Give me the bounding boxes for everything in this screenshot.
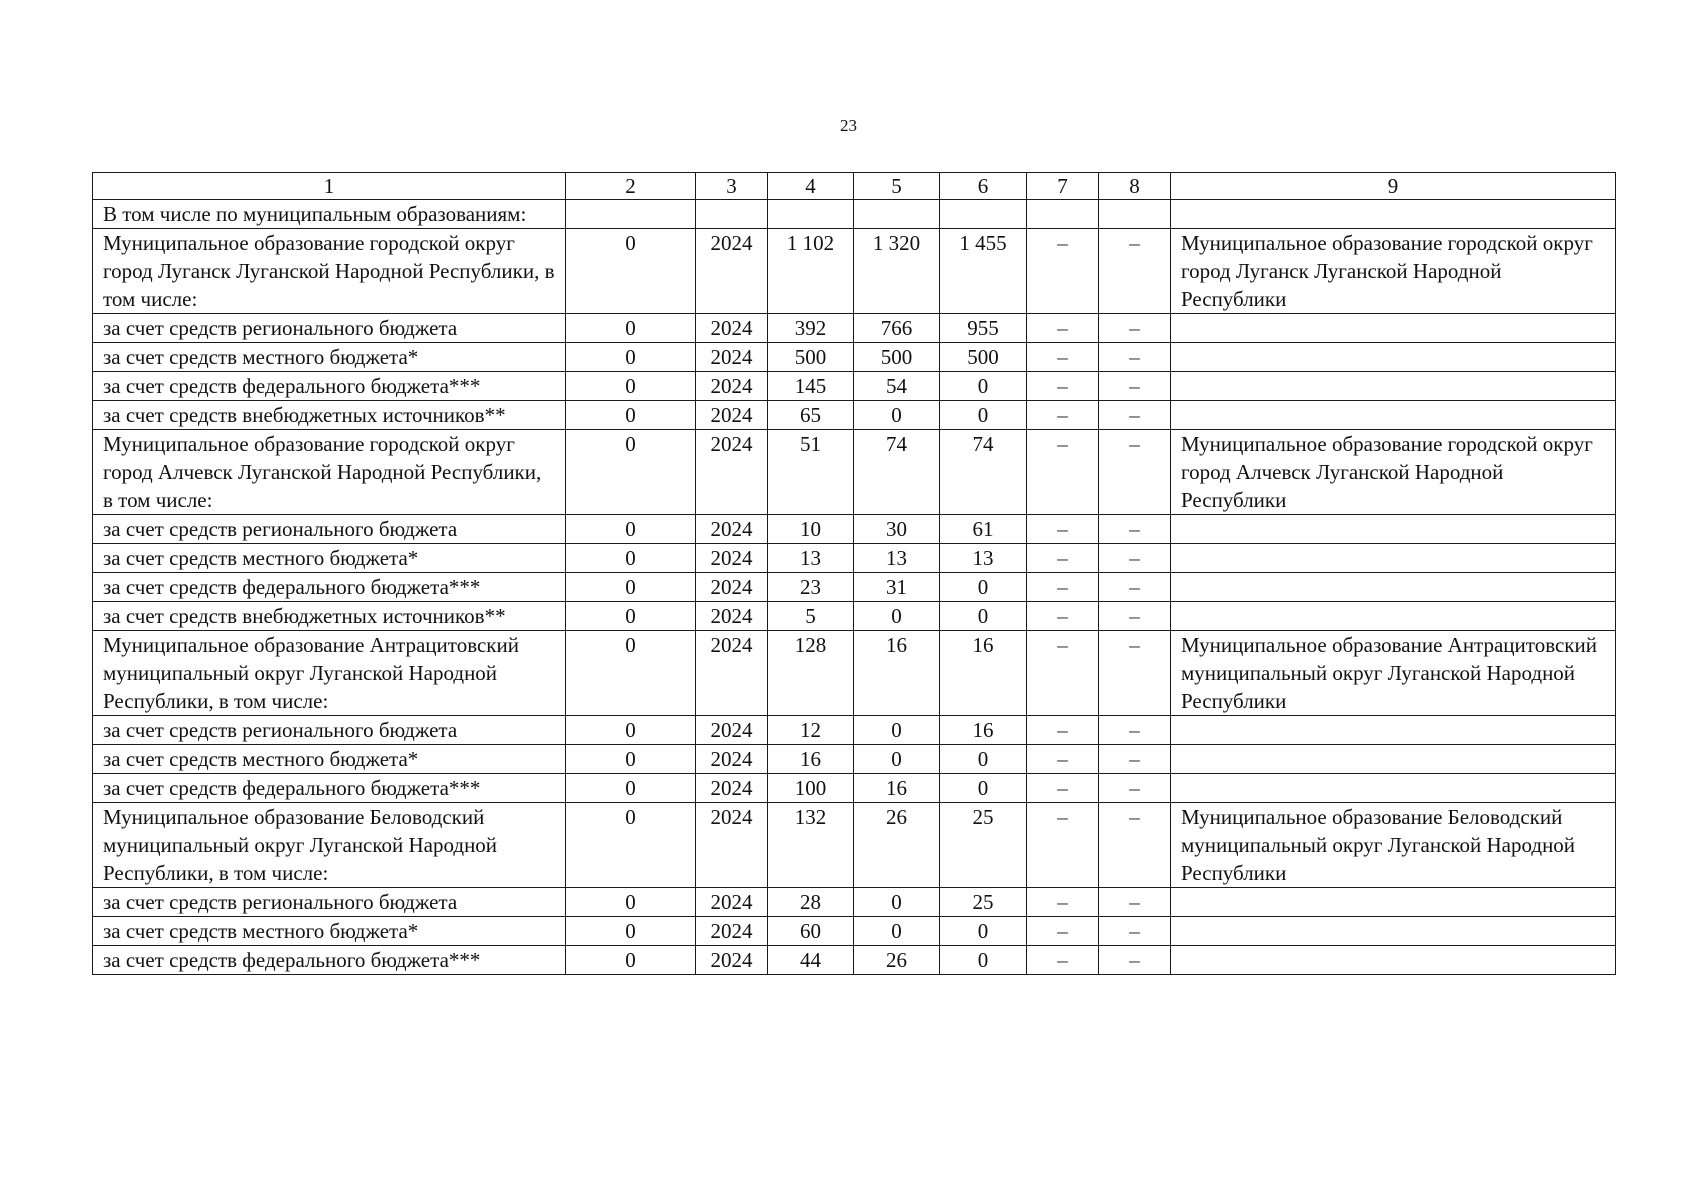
year-cell: 2024 [696, 229, 768, 314]
col8-cell: – [1099, 430, 1171, 515]
col7-cell: – [1027, 343, 1099, 372]
col8-cell: – [1099, 314, 1171, 343]
col2-cell: 0 [566, 515, 696, 544]
col7-cell: – [1027, 917, 1099, 946]
col2-cell [566, 200, 696, 229]
responsible-cell: Муниципальное образование городской округ город Алчевск Луганской Народной Республики [1171, 430, 1616, 515]
col5-value-cell: 16 [854, 774, 940, 803]
year-cell [696, 200, 768, 229]
col4-value-cell: 10 [768, 515, 854, 544]
col4-value-cell: 13 [768, 544, 854, 573]
year-cell: 2024 [696, 343, 768, 372]
year-cell: 2024 [696, 602, 768, 631]
col6-value-cell: 0 [940, 946, 1027, 975]
year-cell: 2024 [696, 946, 768, 975]
year-cell: 2024 [696, 573, 768, 602]
col7-cell: – [1027, 803, 1099, 888]
col4-value-cell: 65 [768, 401, 854, 430]
col5-value-cell: 0 [854, 745, 940, 774]
col6-value-cell: 0 [940, 401, 1027, 430]
col6-value-cell: 16 [940, 631, 1027, 716]
col7-cell: – [1027, 774, 1099, 803]
indicator-cell: за счет средств местного бюджета* [93, 343, 566, 372]
indicator-cell: за счет средств регионального бюджета [93, 716, 566, 745]
responsible-cell [1171, 917, 1616, 946]
page-number: 23 [840, 116, 857, 135]
col4-value-cell: 5 [768, 602, 854, 631]
year-cell: 2024 [696, 430, 768, 515]
col5-value-cell: 30 [854, 515, 940, 544]
table-row [93, 229, 1616, 314]
col2-cell: 0 [566, 774, 696, 803]
col2-cell: 0 [566, 631, 696, 716]
responsible-cell [1171, 314, 1616, 343]
responsible-cell [1171, 401, 1616, 430]
indicator-cell: за счет средств регионального бюджета [93, 515, 566, 544]
indicator-cell: за счет средств федерального бюджета*** [93, 946, 566, 975]
indicator-cell: за счет средств федерального бюджета*** [93, 372, 566, 401]
year-cell: 2024 [696, 631, 768, 716]
col7-cell: – [1027, 229, 1099, 314]
responsible-cell [1171, 515, 1616, 544]
col4-value-cell: 128 [768, 631, 854, 716]
col5-value-cell: 0 [854, 602, 940, 631]
col5-value-cell: 74 [854, 430, 940, 515]
indicator-cell: за счет средств местного бюджета* [93, 917, 566, 946]
col8-cell: – [1099, 229, 1171, 314]
year-cell: 2024 [696, 745, 768, 774]
table-row [93, 515, 1616, 544]
indicator-cell: за счет средств местного бюджета* [93, 544, 566, 573]
column-number: 9 [1171, 173, 1616, 200]
col4-value-cell: 500 [768, 343, 854, 372]
col8-cell: – [1099, 946, 1171, 975]
col6-value-cell: 16 [940, 716, 1027, 745]
col8-cell: – [1099, 917, 1171, 946]
column-number: 5 [854, 173, 940, 200]
responsible-cell: Муниципальное образование городской округ город Луганск Луганской Народной Республики [1171, 229, 1616, 314]
col2-cell: 0 [566, 946, 696, 975]
col5-value-cell: 26 [854, 803, 940, 888]
column-number: 4 [768, 173, 854, 200]
table-row [93, 774, 1616, 803]
col7-cell: – [1027, 544, 1099, 573]
col8-cell: – [1099, 631, 1171, 716]
responsible-cell [1171, 372, 1616, 401]
year-cell: 2024 [696, 515, 768, 544]
col5-value-cell: 31 [854, 573, 940, 602]
year-cell: 2024 [696, 544, 768, 573]
col4-value-cell: 145 [768, 372, 854, 401]
responsible-cell [1171, 343, 1616, 372]
col6-value-cell: 0 [940, 774, 1027, 803]
responsible-cell [1171, 888, 1616, 917]
table-row [93, 314, 1616, 343]
indicator-cell: Муниципальное образование Беловодский муниципальный округ Луганской Народной Республики, в том числе: [93, 803, 566, 888]
col2-cell: 0 [566, 716, 696, 745]
table-row [93, 401, 1616, 430]
col4-value-cell: 392 [768, 314, 854, 343]
col2-cell: 0 [566, 888, 696, 917]
col6-value-cell [940, 200, 1027, 229]
table-row [93, 372, 1616, 401]
col2-cell: 0 [566, 372, 696, 401]
col6-value-cell: 1 455 [940, 229, 1027, 314]
responsible-cell [1171, 946, 1616, 975]
col2-cell: 0 [566, 229, 696, 314]
year-cell: 2024 [696, 372, 768, 401]
col8-cell: – [1099, 544, 1171, 573]
column-number: 1 [93, 173, 566, 200]
col4-value-cell: 44 [768, 946, 854, 975]
indicator-cell: за счет средств регионального бюджета [93, 314, 566, 343]
col4-value-cell [768, 200, 854, 229]
year-cell: 2024 [696, 401, 768, 430]
column-number: 3 [696, 173, 768, 200]
col2-cell: 0 [566, 917, 696, 946]
col7-cell: – [1027, 314, 1099, 343]
col7-cell: – [1027, 745, 1099, 774]
col7-cell: – [1027, 430, 1099, 515]
table-row [93, 888, 1616, 917]
col8-cell: – [1099, 343, 1171, 372]
col7-cell: – [1027, 401, 1099, 430]
col6-value-cell: 0 [940, 745, 1027, 774]
indicator-cell: за счет средств внебюджетных источников** [93, 401, 566, 430]
col7-cell: – [1027, 946, 1099, 975]
indicator-cell: Муниципальное образование городской округ город Алчевск Луганской Народной Республики, в том числе: [93, 430, 566, 515]
col7-cell: – [1027, 515, 1099, 544]
col4-value-cell: 132 [768, 803, 854, 888]
col6-value-cell: 500 [940, 343, 1027, 372]
column-number: 7 [1027, 173, 1099, 200]
table-row [93, 602, 1616, 631]
col7-cell: – [1027, 631, 1099, 716]
col6-value-cell: 61 [940, 515, 1027, 544]
col8-cell: – [1099, 774, 1171, 803]
responsible-cell [1171, 602, 1616, 631]
col4-value-cell: 60 [768, 917, 854, 946]
col6-value-cell: 25 [940, 803, 1027, 888]
table-row [93, 631, 1616, 716]
table-row [93, 946, 1616, 975]
col5-value-cell: 0 [854, 401, 940, 430]
responsible-cell [1171, 716, 1616, 745]
col8-cell: – [1099, 573, 1171, 602]
year-cell: 2024 [696, 774, 768, 803]
col6-value-cell: 0 [940, 917, 1027, 946]
col6-value-cell: 0 [940, 573, 1027, 602]
col5-value-cell: 0 [854, 716, 940, 745]
column-number: 2 [566, 173, 696, 200]
col2-cell: 0 [566, 314, 696, 343]
col4-value-cell: 100 [768, 774, 854, 803]
col5-value-cell: 0 [854, 917, 940, 946]
col7-cell: – [1027, 602, 1099, 631]
responsible-cell [1171, 573, 1616, 602]
col8-cell: – [1099, 716, 1171, 745]
col5-value-cell: 54 [854, 372, 940, 401]
col7-cell: – [1027, 573, 1099, 602]
indicator-cell: за счет средств федерального бюджета*** [93, 774, 566, 803]
col5-value-cell: 16 [854, 631, 940, 716]
col8-cell: – [1099, 602, 1171, 631]
budget-table [92, 172, 1616, 975]
year-cell: 2024 [696, 314, 768, 343]
col5-value-cell: 13 [854, 544, 940, 573]
table-row [93, 200, 1616, 229]
col6-value-cell: 0 [940, 602, 1027, 631]
responsible-cell [1171, 774, 1616, 803]
col6-value-cell: 955 [940, 314, 1027, 343]
table-row [93, 803, 1616, 888]
col2-cell: 0 [566, 401, 696, 430]
indicator-cell: за счет средств регионального бюджета [93, 888, 566, 917]
column-number: 8 [1099, 173, 1171, 200]
col4-value-cell: 28 [768, 888, 854, 917]
table-row [93, 716, 1616, 745]
col4-value-cell: 16 [768, 745, 854, 774]
table-body [93, 173, 1616, 975]
indicator-cell: за счет средств местного бюджета* [93, 745, 566, 774]
col7-cell: – [1027, 888, 1099, 917]
col5-value-cell [854, 200, 940, 229]
col7-cell: – [1027, 372, 1099, 401]
col8-cell [1099, 200, 1171, 229]
responsible-cell: Муниципальное образование Беловодский муниципальный округ Луганской Народной Республики [1171, 803, 1616, 888]
indicator-cell: Муниципальное образование Антрацитовский муниципальный округ Луганской Народной Республики, в том числе: [93, 631, 566, 716]
indicator-cell: Муниципальное образование городской округ город Луганск Луганской Народной Республики, в том числе: [93, 229, 566, 314]
col6-value-cell: 25 [940, 888, 1027, 917]
year-cell: 2024 [696, 917, 768, 946]
col8-cell: – [1099, 515, 1171, 544]
col2-cell: 0 [566, 544, 696, 573]
responsible-cell [1171, 200, 1616, 229]
col7-cell [1027, 200, 1099, 229]
responsible-cell [1171, 745, 1616, 774]
col6-value-cell: 13 [940, 544, 1027, 573]
table-row [93, 917, 1616, 946]
col5-value-cell: 1 320 [854, 229, 940, 314]
col4-value-cell: 51 [768, 430, 854, 515]
responsible-cell: Муниципальное образование Антрацитовский муниципальный округ Луганской Народной Республики [1171, 631, 1616, 716]
responsible-cell [1171, 544, 1616, 573]
col8-cell: – [1099, 401, 1171, 430]
column-number: 6 [940, 173, 1027, 200]
column-number-row [93, 173, 1616, 200]
col8-cell: – [1099, 745, 1171, 774]
indicator-cell: В том числе по муниципальным образованиям: [93, 200, 566, 229]
year-cell: 2024 [696, 803, 768, 888]
table-row [93, 544, 1616, 573]
table-row [93, 343, 1616, 372]
col2-cell: 0 [566, 573, 696, 602]
col8-cell: – [1099, 803, 1171, 888]
col4-value-cell: 1 102 [768, 229, 854, 314]
col2-cell: 0 [566, 602, 696, 631]
col6-value-cell: 74 [940, 430, 1027, 515]
year-cell: 2024 [696, 716, 768, 745]
col6-value-cell: 0 [940, 372, 1027, 401]
col5-value-cell: 0 [854, 888, 940, 917]
col4-value-cell: 23 [768, 573, 854, 602]
indicator-cell: за счет средств федерального бюджета*** [93, 573, 566, 602]
col2-cell: 0 [566, 803, 696, 888]
col4-value-cell: 12 [768, 716, 854, 745]
col2-cell: 0 [566, 343, 696, 372]
col2-cell: 0 [566, 430, 696, 515]
col2-cell: 0 [566, 745, 696, 774]
col5-value-cell: 26 [854, 946, 940, 975]
col5-value-cell: 500 [854, 343, 940, 372]
indicator-cell: за счет средств внебюджетных источников** [93, 602, 566, 631]
table-row [93, 745, 1616, 774]
col7-cell: – [1027, 716, 1099, 745]
col8-cell: – [1099, 888, 1171, 917]
col5-value-cell: 766 [854, 314, 940, 343]
table-row [93, 430, 1616, 515]
col8-cell: – [1099, 372, 1171, 401]
table-row [93, 573, 1616, 602]
year-cell: 2024 [696, 888, 768, 917]
